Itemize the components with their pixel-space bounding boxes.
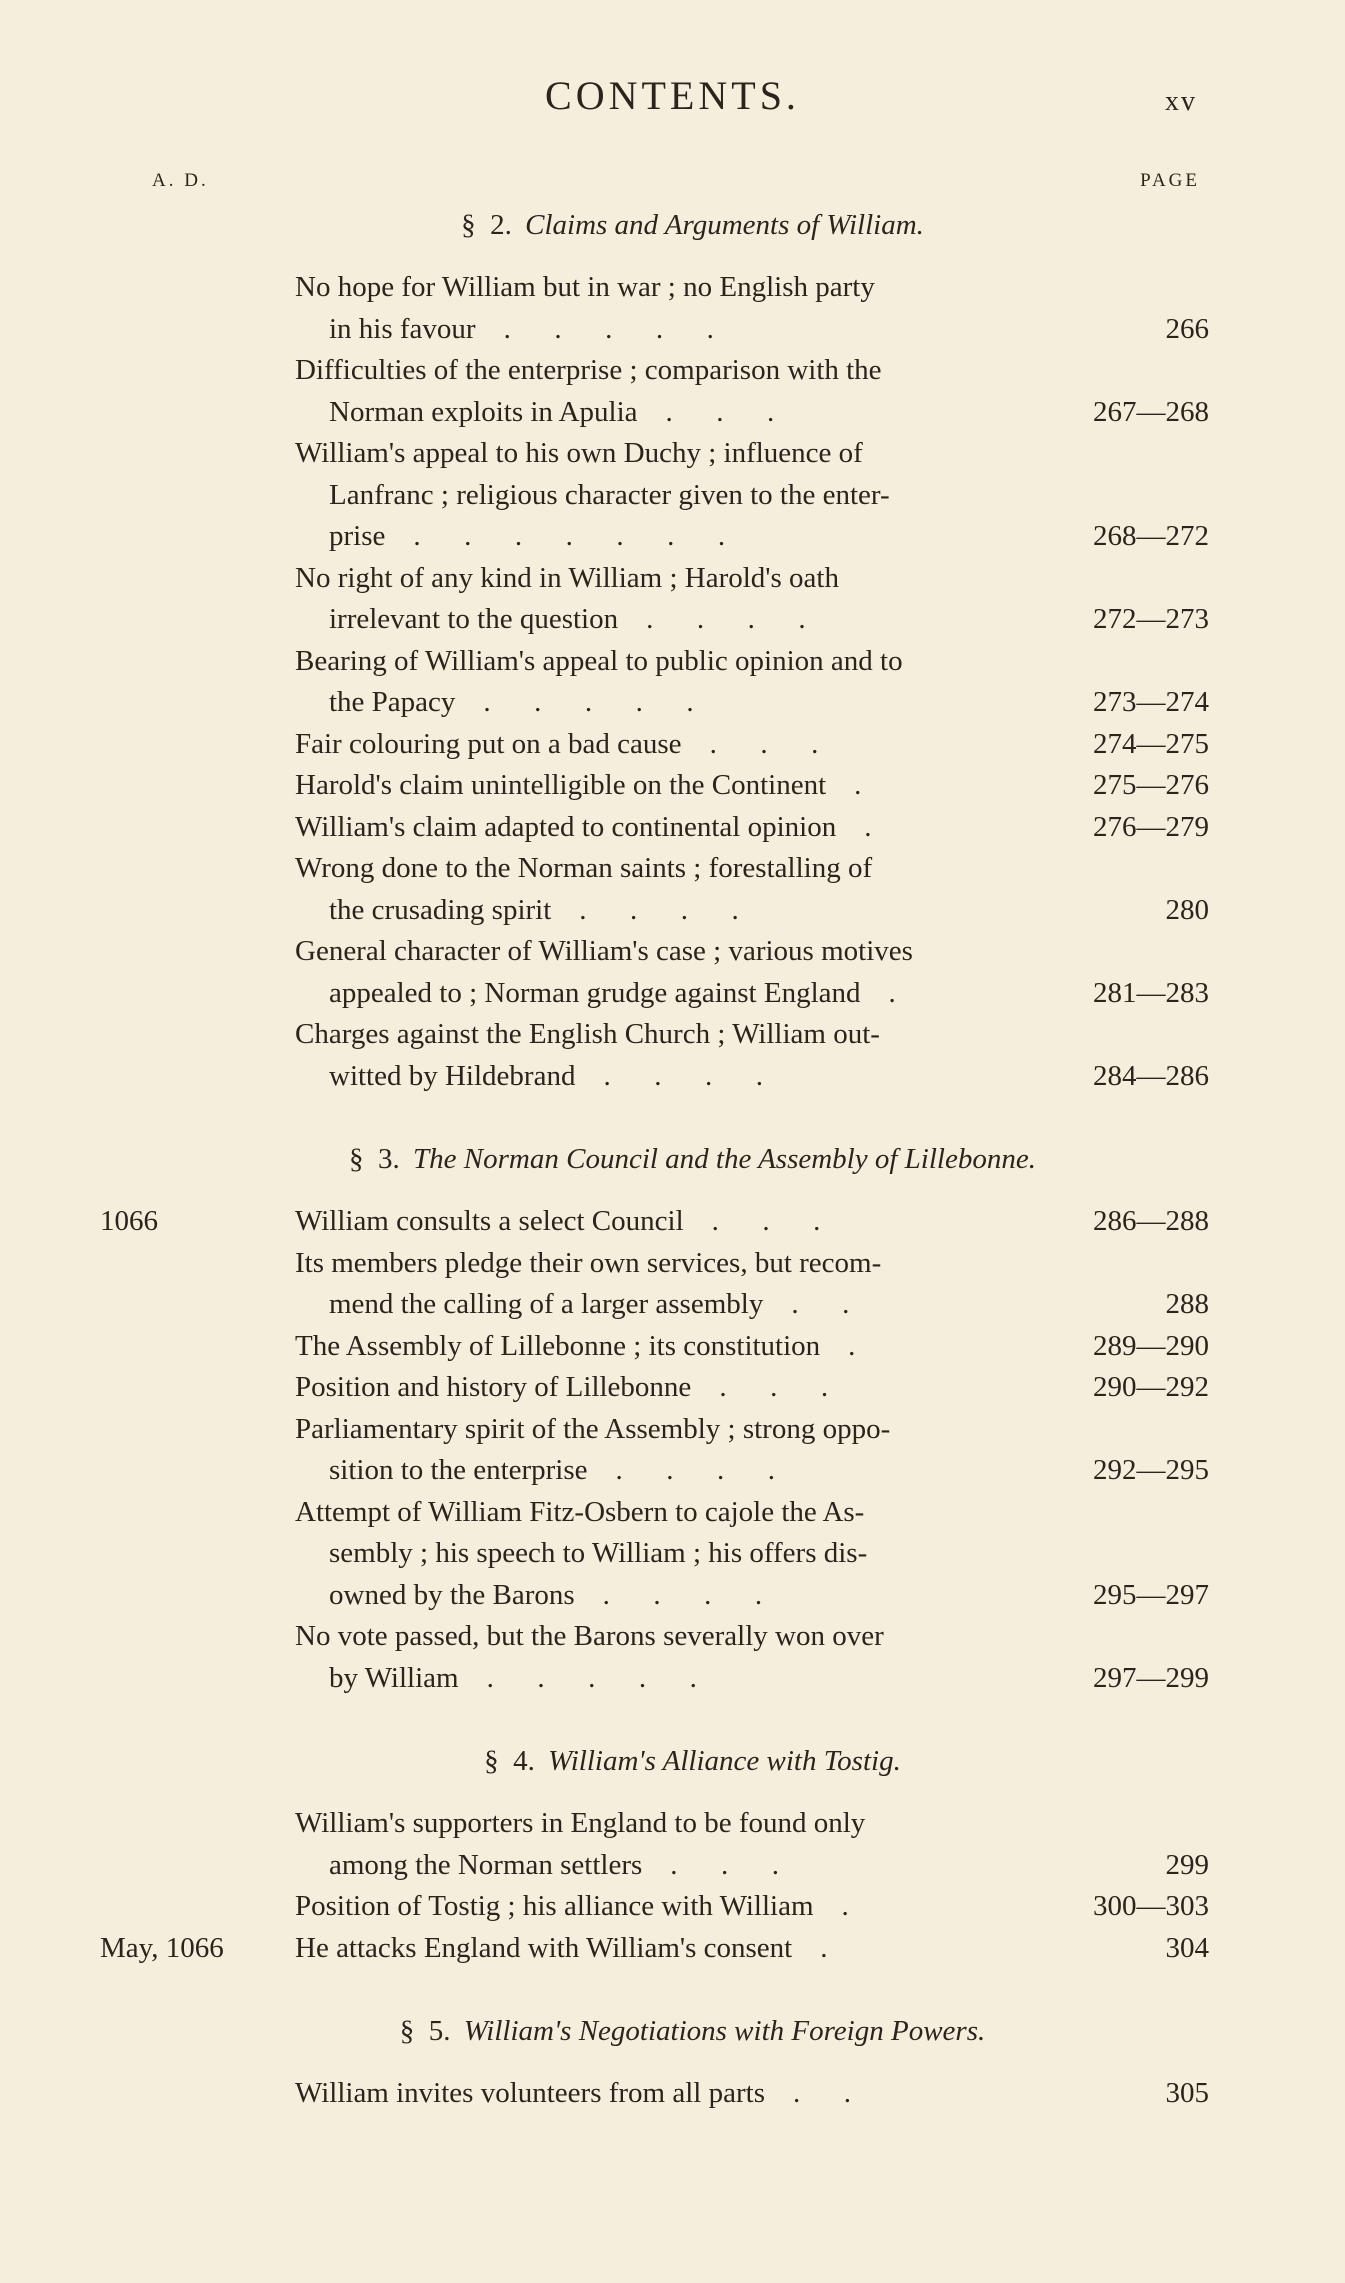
entry-text xyxy=(295,1616,1045,1699)
contents-entry xyxy=(0,267,1345,350)
entry-date: May, 1066 xyxy=(100,1931,224,1964)
entry-line: sembly ; his speech to William ; his offers dis- xyxy=(329,1537,868,1569)
contents-entry xyxy=(0,641,1345,724)
entry-text xyxy=(295,1243,1045,1326)
contents-entry xyxy=(0,724,1345,766)
entry-line: Attempt of William Fitz-Osbern to cajole the As- xyxy=(295,1495,865,1528)
entry-text xyxy=(295,1014,1045,1097)
entry-line: owned by the Barons xyxy=(329,1578,575,1611)
entry-pages: 266 xyxy=(1165,312,1209,345)
entry-line: He attacks England with William's consent xyxy=(295,1931,793,1964)
page-folio: xv xyxy=(1165,86,1197,117)
entry-line: among the Norman settlers xyxy=(329,1848,643,1881)
running-head: CONTENTS. xyxy=(545,73,800,118)
entry-line: sition to the enterprise xyxy=(329,1454,588,1486)
section-symbol: § xyxy=(484,1745,499,1777)
leader-dots: . xyxy=(841,1890,849,1922)
entry-line: Harold's claim unintelligible on the Continent xyxy=(295,769,827,801)
entry-last-line xyxy=(295,1326,1045,1368)
entry-text xyxy=(295,2073,1045,2115)
entry-line: No vote passed, but the Barons severally won over xyxy=(295,1620,884,1652)
leader-dots: . . . . . . . xyxy=(413,520,726,552)
contents-section xyxy=(0,205,1345,1097)
entry-last-line xyxy=(295,890,1045,932)
leader-dots: . . xyxy=(792,2077,851,2109)
entry-text xyxy=(295,1201,1045,1243)
entry-line: Fair colouring put on a bad cause xyxy=(295,727,682,760)
entry-last-line xyxy=(295,1845,1045,1887)
leader-dots: . . . xyxy=(711,1205,821,1237)
entry-text xyxy=(295,1326,1045,1368)
section-gap xyxy=(0,1109,1345,1139)
entry-line: William's appeal to his own Duchy ; influence of xyxy=(295,437,863,469)
entry-pages: 292—295 xyxy=(1093,1454,1209,1486)
entry-pages: 300—303 xyxy=(1093,1890,1209,1922)
entry-pages: 288 xyxy=(1165,1288,1209,1320)
leader-dots: . xyxy=(820,1931,828,1964)
leader-dots: . xyxy=(864,810,872,843)
entry-pages: 284—286 xyxy=(1093,1059,1209,1092)
contents-entry xyxy=(0,931,1345,1014)
entry-text xyxy=(295,724,1045,766)
entry-last-line xyxy=(295,1886,1045,1928)
entry-line: Its members pledge their own services, but recom- xyxy=(295,1246,882,1279)
contents-section xyxy=(0,1139,1345,1699)
entry-text xyxy=(295,765,1045,807)
entry-line: Charges against the English Church ; William out- xyxy=(295,1018,880,1050)
section-number: 3. xyxy=(378,1143,400,1175)
contents-section xyxy=(0,1741,1345,1969)
entry-line: Wrong done to the Norman saints ; forestalling of xyxy=(295,852,873,884)
section-gap xyxy=(0,1981,1345,2011)
leader-dots: . . . xyxy=(665,395,775,428)
leader-dots: . xyxy=(888,976,896,1009)
entry-text xyxy=(295,848,1045,931)
entry-pages: 272—273 xyxy=(1093,603,1209,635)
section-heading xyxy=(0,1139,1345,1179)
entry-line: Norman exploits in Apulia xyxy=(329,395,638,428)
leader-dots: . . . . xyxy=(602,1578,763,1611)
entry-line: William invites volunteers from all parts xyxy=(295,2077,765,2109)
entry-line: appealed to ; Norman grudge against England xyxy=(329,976,861,1009)
contents-entry xyxy=(0,1803,1345,1886)
entry-pages: 280 xyxy=(1165,893,1209,926)
entry-last-line xyxy=(295,2073,1045,2115)
entry-line: Difficulties of the enterprise ; comparison with the xyxy=(295,354,882,386)
leader-dots: . . xyxy=(791,1288,850,1320)
entry-pages: 290—292 xyxy=(1093,1371,1209,1403)
section-heading xyxy=(0,1741,1345,1781)
section-title: William's Alliance with Tostig. xyxy=(548,1745,901,1777)
entry-text xyxy=(295,641,1045,724)
entry-last-line xyxy=(295,599,1045,641)
entry-line: The Assembly of Lillebonne ; its constitution xyxy=(295,1329,821,1362)
entry-last-line xyxy=(295,1928,1045,1970)
entry-pages: 299 xyxy=(1165,1848,1209,1881)
entry-pages: 274—275 xyxy=(1093,727,1209,760)
entry-pages: 276—279 xyxy=(1093,810,1209,843)
contents-sections xyxy=(0,205,1345,2127)
entry-pages: 295—297 xyxy=(1093,1578,1209,1611)
contents-entry xyxy=(0,807,1345,849)
leader-dots: . . . . . xyxy=(486,1661,697,1694)
entry-line: Position of Tostig ; his alliance with William xyxy=(295,1890,814,1922)
section-symbol: § xyxy=(399,2015,415,2047)
section-number: 4. xyxy=(513,1745,535,1777)
entry-last-line xyxy=(295,1201,1045,1243)
entry-line: by William xyxy=(329,1661,459,1694)
entry-line: in his favour xyxy=(329,312,476,345)
leader-dots: . xyxy=(848,1329,856,1362)
entry-last-line xyxy=(295,724,1045,766)
entry-last-line xyxy=(295,1658,1045,1700)
entry-text xyxy=(295,931,1045,1014)
entry-line: witted by Hildebrand xyxy=(329,1059,576,1092)
leader-dots: . . . . . xyxy=(503,312,714,345)
entry-line: the Papacy xyxy=(329,686,456,718)
entry-line: Lanfranc ; religious character given to the enter- xyxy=(329,478,890,511)
entry-last-line xyxy=(295,1450,1045,1492)
entry-pages: 305 xyxy=(1165,2077,1209,2109)
entry-text xyxy=(295,1409,1045,1492)
entry-last-line xyxy=(295,765,1045,807)
leader-dots: . . . . xyxy=(579,893,739,926)
contents-entry xyxy=(0,848,1345,931)
entry-pages: 267—268 xyxy=(1093,395,1209,428)
entry-line: William's claim adapted to continental opinion xyxy=(295,810,837,843)
section-symbol: § xyxy=(461,209,476,241)
entry-text xyxy=(295,1928,1045,1970)
entry-last-line xyxy=(295,807,1045,849)
contents-entry xyxy=(0,433,1345,558)
entry-last-line xyxy=(295,973,1045,1015)
section-number: 2. xyxy=(490,209,512,241)
entry-pages: 304 xyxy=(1165,1931,1209,1964)
entry-line: General character of William's case ; various motives xyxy=(295,935,913,967)
contents-section xyxy=(0,2011,1345,2115)
contents-entry xyxy=(0,1492,1345,1617)
contents-entry xyxy=(0,1886,1345,1928)
entry-pages: 297—299 xyxy=(1093,1661,1209,1694)
leader-dots: . . . xyxy=(709,727,819,760)
date-column-label: A. D. xyxy=(152,170,209,191)
entry-text xyxy=(295,1367,1045,1409)
contents-entry xyxy=(0,1409,1345,1492)
entry-line: No hope for William but in war ; no English party xyxy=(295,271,875,303)
contents-entry xyxy=(0,1201,1345,1243)
section-title: The Norman Council and the Assembly of Lillebonne. xyxy=(413,1143,1036,1175)
section-gap xyxy=(0,1711,1345,1741)
section-symbol: § xyxy=(349,1143,364,1175)
entry-text xyxy=(295,807,1045,849)
entry-last-line xyxy=(295,309,1045,351)
entry-line: Bearing of William's appeal to public opinion and to xyxy=(295,644,903,677)
entry-line: Position and history of Lillebonne xyxy=(295,1371,692,1403)
entry-last-line xyxy=(295,1575,1045,1617)
entry-last-line xyxy=(295,682,1045,724)
entry-pages: 286—288 xyxy=(1093,1205,1209,1237)
entry-pages: 281—283 xyxy=(1093,976,1209,1009)
entry-pages: 275—276 xyxy=(1093,769,1209,801)
leader-dots: . xyxy=(854,769,862,801)
entry-line: William's supporters in England to be found only xyxy=(295,1807,866,1839)
entry-text xyxy=(295,1803,1045,1886)
contents-entry xyxy=(0,1014,1345,1097)
entry-line: the crusading spirit xyxy=(329,893,552,926)
contents-entry xyxy=(0,1243,1345,1326)
leader-dots: . . . . xyxy=(615,1454,776,1486)
contents-entry xyxy=(0,1367,1345,1409)
contents-entry xyxy=(0,765,1345,807)
section-number: 5. xyxy=(428,2015,451,2047)
contents-entry xyxy=(0,2073,1345,2115)
entry-line: William consults a select Council xyxy=(295,1205,684,1237)
leader-dots: . . . . . xyxy=(483,686,694,718)
entry-line: mend the calling of a larger assembly xyxy=(329,1288,764,1320)
entry-text xyxy=(295,267,1045,350)
entry-line: irrelevant to the question xyxy=(329,603,619,635)
entry-last-line xyxy=(295,1367,1045,1409)
entry-pages: 273—274 xyxy=(1093,686,1209,718)
entry-text xyxy=(295,350,1045,433)
entry-line: Parliamentary spirit of the Assembly ; strong oppo- xyxy=(295,1412,891,1445)
entry-last-line xyxy=(295,516,1045,558)
leader-dots: . . . xyxy=(719,1371,829,1403)
entry-line: No right of any kind in William ; Harold's oath xyxy=(295,561,839,594)
section-title: William's Negotiations with Foreign Powers. xyxy=(463,2015,986,2047)
leader-dots: . . . . xyxy=(646,603,806,635)
section-heading xyxy=(0,2011,1345,2051)
leader-dots: . . . xyxy=(670,1848,780,1881)
entry-line: prise xyxy=(329,520,386,552)
entry-text xyxy=(295,1886,1045,1928)
contents-entry xyxy=(0,1326,1345,1368)
leader-dots: . . . . xyxy=(603,1059,763,1092)
entry-pages: 268—272 xyxy=(1093,520,1209,552)
contents-entry xyxy=(0,558,1345,641)
entry-date: 1066 xyxy=(100,1205,158,1237)
entry-last-line xyxy=(295,392,1045,434)
contents-entry xyxy=(0,350,1345,433)
entry-pages: 289—290 xyxy=(1093,1329,1209,1362)
entry-text xyxy=(295,558,1045,641)
contents-entry xyxy=(0,1616,1345,1699)
entry-last-line xyxy=(295,1056,1045,1098)
entry-last-line xyxy=(295,1284,1045,1326)
section-title: Claims and Arguments of William. xyxy=(525,209,924,241)
section-heading xyxy=(0,205,1345,245)
page-column-label: PAGE xyxy=(1140,170,1200,191)
entry-text xyxy=(295,1492,1045,1617)
contents-entry xyxy=(0,1928,1345,1970)
entry-text xyxy=(295,433,1045,558)
